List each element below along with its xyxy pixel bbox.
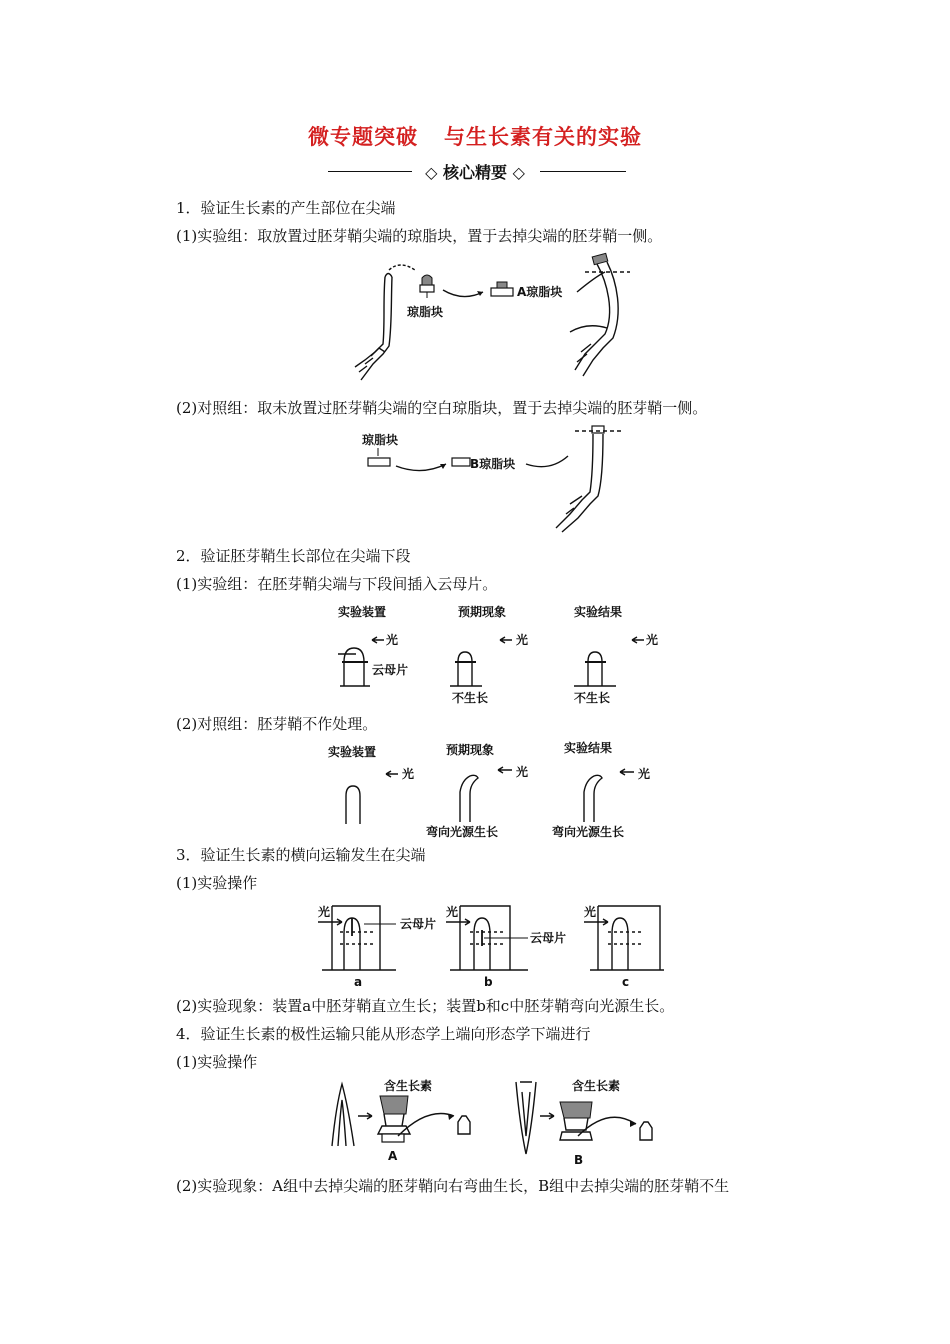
fig6-auxin-b: 含生长素 (572, 1079, 621, 1093)
fig3-col2: 预期现象 (458, 605, 507, 619)
figure-5 (314, 898, 694, 988)
figure-1 (345, 252, 605, 392)
fig3-light-1: 光 (386, 633, 399, 647)
fig3-no-growth-2: 不生长 (574, 691, 611, 705)
fig3-no-growth-1: 不生长 (452, 691, 489, 705)
fig1-agar-label: 琼脂块 (407, 305, 444, 319)
figure-3 (320, 600, 680, 710)
fig4-col1: 实验装置 (328, 745, 377, 759)
fig3-col3: 实验结果 (574, 605, 623, 619)
heading-1: 1．验证生长素的产生部位在尖端 (176, 199, 396, 217)
fig3-mica: 云母片 (372, 663, 409, 677)
para-4-1: (1)实验操作 (176, 1053, 258, 1071)
heading-2: 2．验证胚芽鞘生长部位在尖端下段 (176, 547, 411, 565)
page-title: 微专题突破 与生长素有关的实验 (308, 124, 642, 149)
fig5-light-c: 光 (584, 905, 597, 919)
fig4-light-3: 光 (638, 767, 651, 781)
fig2-agar-b-label: B琼脂块 (470, 457, 516, 471)
section-heading: ◇ 核心精要 ◇ (0, 160, 950, 184)
fig4-col2: 预期现象 (446, 743, 495, 757)
fig3-light-2: 光 (516, 633, 529, 647)
heading-4: 4．验证生长素的极性运输只能从形态学上端向形态学下端进行 (176, 1025, 591, 1043)
para-4-2: (2)实验现象：A组中去掉尖端的胚芽鞘向右弯曲生长，B组中去掉尖端的胚芽鞘不生 (176, 1177, 730, 1195)
para-1-2: (2)对照组：取未放置过胚芽鞘尖端的空白琼脂块，置于去掉尖端的胚芽鞘一侧。 (176, 399, 708, 417)
fig5-label-c: c (622, 975, 630, 989)
fig4-bend-2: 弯向光源生长 (552, 825, 625, 839)
fig4-light-2: 光 (516, 765, 529, 779)
para-2-1: (1)实验组：在胚芽鞘尖端与下段间插入云母片。 (176, 575, 498, 593)
fig4-bend-1: 弯向光源生长 (426, 825, 499, 839)
fig5-label-b: b (484, 975, 493, 989)
fig3-col1: 实验装置 (338, 605, 387, 619)
fig5-label-a: a (354, 975, 363, 989)
fig6-label-a: A (388, 1149, 398, 1163)
figure-2 (360, 424, 630, 534)
fig1-agar-a-label: A琼脂块 (517, 285, 563, 299)
para-3-2: (2)实验现象：装置a中胚芽鞘直立生长；装置b和c中胚芽鞘弯向光源生长。 (176, 997, 675, 1015)
fig2-agar-label: 琼脂块 (362, 433, 399, 447)
fig3-light-3: 光 (646, 633, 659, 647)
figure-4 (320, 738, 680, 838)
fig5-light-b: 光 (446, 905, 459, 919)
fig4-light-1: 光 (402, 767, 415, 781)
para-3-1: (1)实验操作 (176, 874, 258, 892)
fig6-auxin-a: 含生长素 (384, 1079, 433, 1093)
para-1-1: (1)实验组：取放置过胚芽鞘尖端的琼脂块，置于去掉尖端的胚芽鞘一侧。 (176, 227, 663, 245)
para-2-2: (2)对照组：胚芽鞘不作处理。 (176, 715, 378, 733)
fig5-mica-a: 云母片 (400, 917, 437, 931)
figure-6 (328, 1076, 668, 1168)
fig6-label-b: B (574, 1153, 584, 1167)
fig5-mica-b: 云母片 (530, 931, 567, 945)
fig5-light-a: 光 (318, 905, 331, 919)
heading-3: 3．验证生长素的横向运输发生在尖端 (176, 846, 426, 864)
fig4-col3: 实验结果 (564, 741, 613, 755)
